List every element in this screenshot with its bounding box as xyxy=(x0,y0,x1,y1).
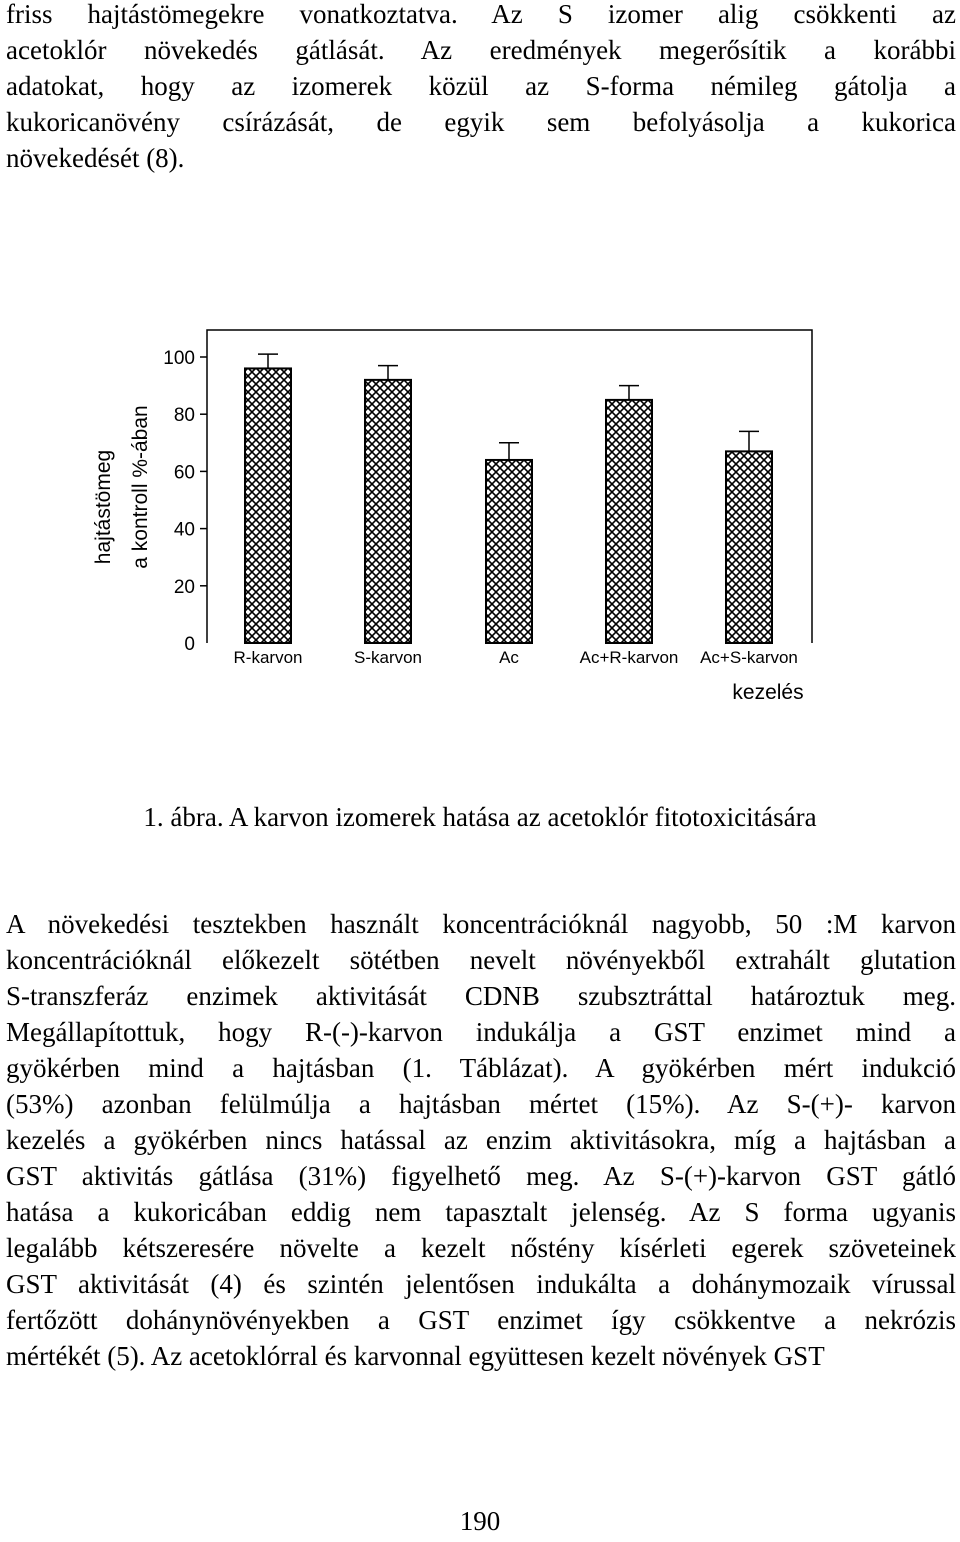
text-line: kezelés a gyökérben nincs hatással az enzim aktivitásokra, míg a hajtásban a xyxy=(6,1125,956,1155)
text-line: acetoklór növekedés gátlását. Az eredmények megerősítik a korábbi xyxy=(6,35,956,65)
text-line: koncentrációknál előkezelt sötétben nevelt növényekből extrahált glutation xyxy=(6,945,956,975)
bars xyxy=(234,354,798,667)
text-line: hatása a kukoricában eddig nem tapasztalt jelenség. Az S forma ugyanis xyxy=(6,1197,956,1227)
bar-r-karvon xyxy=(245,368,291,643)
axes xyxy=(163,348,207,655)
text-line: növekedését (8). xyxy=(6,143,185,173)
x-tick-label: Ac+S-karvon xyxy=(700,648,798,667)
y-axis-label-line2: a kontroll %-ában xyxy=(129,405,152,569)
y-tick-label: 0 xyxy=(184,634,195,655)
text-line: S-transzferáz enzimek aktivitását CDNB szubsztráttal határoztuk meg. xyxy=(6,981,956,1011)
bar-ac-s-karvon xyxy=(726,451,772,643)
y-tick-label: 60 xyxy=(173,462,195,484)
text-line: A növekedési tesztekben használt koncentrációknál nagyobb, 50 :M karvon xyxy=(6,909,956,939)
bar-ac-r-karvon xyxy=(606,400,652,643)
x-axis-label: kezelés xyxy=(732,681,804,704)
bar-ac xyxy=(486,460,532,643)
paragraph-main xyxy=(6,906,956,1374)
bar-s-karvon xyxy=(365,380,411,643)
text-line: mértékét (5). Az acetoklórral és karvonnal együttesen kezelt növények GST xyxy=(6,1341,825,1371)
text-line: adatokat, hogy az izomerek közül az S-forma némileg gátolja a xyxy=(6,71,956,101)
y-tick-label: 100 xyxy=(163,348,195,369)
text-line: gyökérben mind a hajtásban (1. Táblázat). A gyökérben mért indukció xyxy=(6,1053,956,1083)
text-line: legalább kétszeresére növelte a kezelt nőstény kísérleti egerek szöveteinek xyxy=(6,1233,956,1263)
x-tick-label: S-karvon xyxy=(353,648,423,667)
text-line: GST aktivitás gátlása (31%) figyelhető meg. Az S-(+)-karvon GST gátló xyxy=(6,1161,956,1191)
page-number: 190 xyxy=(459,1506,501,1536)
text-line: GST aktivitását (4) és szintén jelentősen indukálta a dohánymozaik vírussal xyxy=(6,1269,956,1299)
figure-caption: 1. ábra. A karvon izomerek hatása az acetoklór fitotoxicitására xyxy=(143,802,817,832)
text-line: kukoricanövény csírázását, de egyik sem befolyásolja a kukorica xyxy=(6,107,956,137)
x-tick-label: Ac xyxy=(499,648,519,667)
x-tick-label: Ac+R-karvon xyxy=(579,648,679,667)
paragraph-top xyxy=(6,0,956,176)
text-line: Megállapítottuk, hogy R-(-)-karvon indukálja a GST enzimet mind a xyxy=(6,1017,956,1047)
text-line: fertőzött dohánynövényekben a GST enzimet így csökkentve a nekrózis xyxy=(6,1305,956,1335)
x-tick-label: R-karvon xyxy=(233,648,303,667)
y-axis-label-line1: hajtástömeg xyxy=(92,449,115,565)
bar-chart xyxy=(0,320,960,720)
text-line: friss hajtástömegekre vonatkoztatva. Az S izomer alig csökkenti az xyxy=(6,0,956,29)
y-tick-label: 80 xyxy=(173,405,195,427)
y-tick-label: 20 xyxy=(173,576,195,598)
text-line: (53%) azonban felülmúlja a hajtásban mértet (15%). Az S-(+)- karvon xyxy=(6,1089,956,1119)
y-tick-label: 40 xyxy=(173,519,195,541)
